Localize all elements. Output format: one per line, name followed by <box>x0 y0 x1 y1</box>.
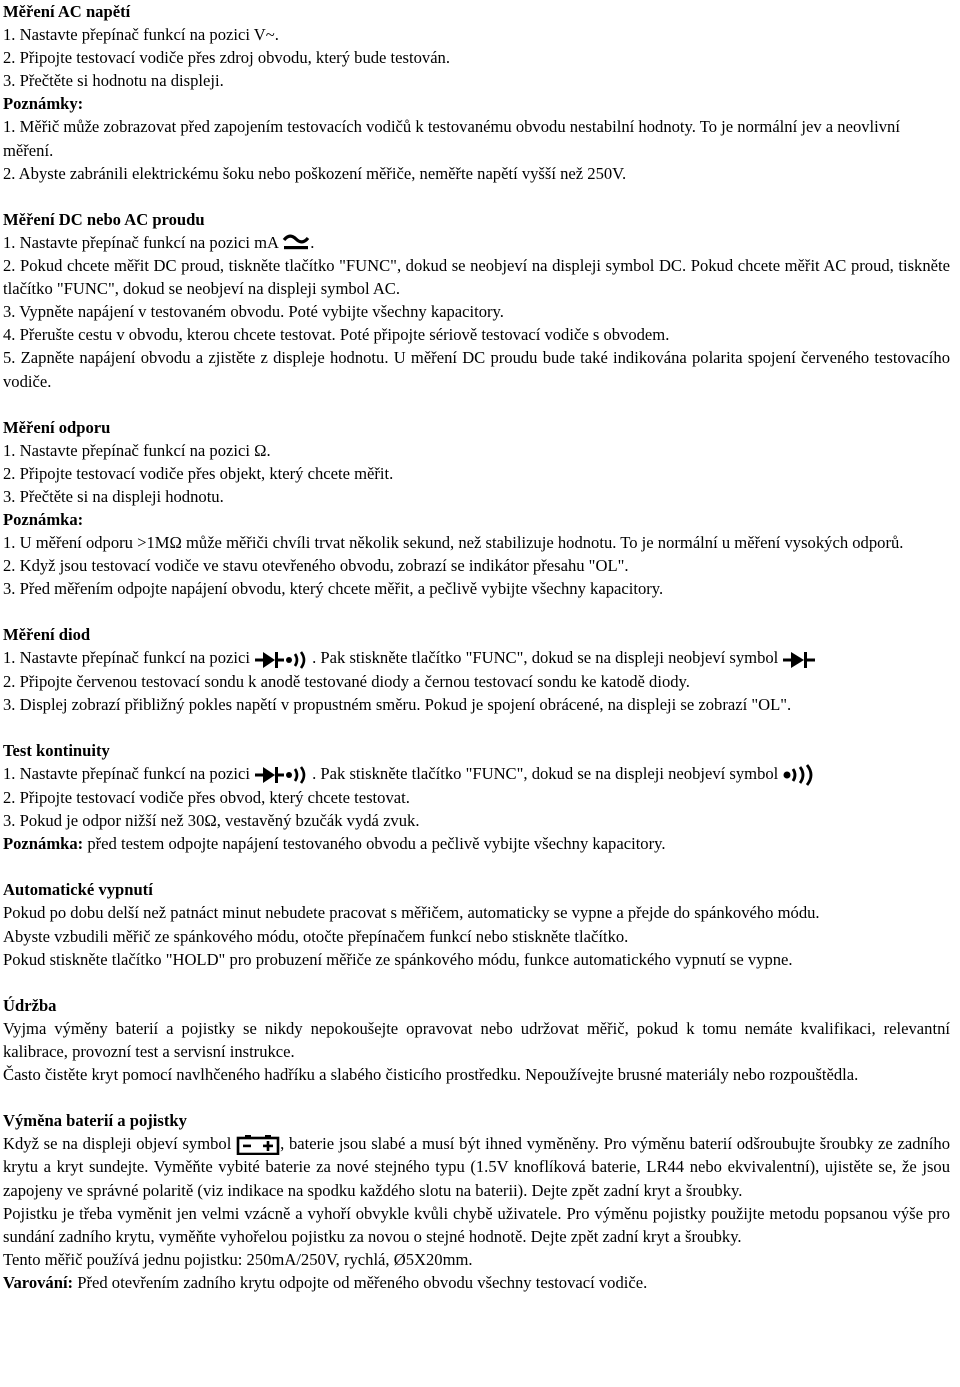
section-title: Výměna baterií a pojistky <box>3 1111 187 1131</box>
step: 3. Přečtěte si na displeji hodnotu. <box>3 486 224 506</box>
paragraph: Tento měřič používá jednu pojistku: 250mA/250V, rychlá, Ø5X20mm. <box>3 1249 473 1269</box>
note: 2. Když jsou testovací vodiče ve stavu otevřeného obvodu, zobrazí se indikátor přesahu "OL". <box>3 556 629 576</box>
paragraph-text: Když se na displeji objeví symbol <box>3 1134 232 1154</box>
buzzer-icon <box>782 764 820 786</box>
warning-text: Před otevřením zadního krytu odpojte od měřeného obvodu všechny testovací vodiče. <box>73 1272 648 1292</box>
step: 2. Připojte testovací vodiče přes obvod, který chcete testovat. <box>3 788 410 808</box>
step-text: 1. Nastavte přepínač funkcí na pozici <box>3 763 250 783</box>
section-ac-voltage <box>3 0 950 185</box>
note-label: Poznámka: <box>3 834 84 854</box>
paragraph <box>3 1132 950 1201</box>
note <box>3 832 950 855</box>
section-title: Údržba <box>3 995 57 1015</box>
step <box>3 762 950 786</box>
note: 3. Před měřením odpojte napájení obvodu, který chcete měřit, a pečlivě vybijte všechny kapacitory. <box>3 579 664 599</box>
warning-label: Varování: <box>3 1272 74 1292</box>
section-title: Měření diod <box>3 625 91 645</box>
notes-label: Poznámka: <box>3 509 84 529</box>
paragraph: Pokud stiskněte tlačítko "HOLD" pro probuzení měřiče ze spánkového módu, funkce automatického vypnutí se vypne. <box>3 949 793 969</box>
paragraph: Vyjma výměny baterií a pojistky se nikdy nepokoušejte opravovat nebo udržovat měřič, pokud k tomu nemáte kvalifikaci, relevantní kalibrace, provozní test a servisní instrukce. <box>3 1018 950 1061</box>
step-text: 1. Nastavte přepínač funkcí na pozici <box>3 648 250 668</box>
notes-label: Poznámky: <box>3 94 84 114</box>
note: 1. Měřič může zobrazovat před zapojením testovacích vodičů k testovanému obvodu nestabilní hodnoty. To je normální jev a neovlivní měření. <box>3 117 900 160</box>
paragraph: Abyste vzbudili měřič ze spánkového módu, otočte přepínačem funkcí nebo stiskněte tlačítko. <box>3 926 629 946</box>
section-auto-off <box>3 878 950 970</box>
section-title: Měření odporu <box>3 417 111 437</box>
step <box>3 231 950 254</box>
step: 2. Připojte testovací vodiče přes objekt, který chcete měřit. <box>3 463 394 483</box>
step: 3. Přečtěte si hodnotu na displeji. <box>3 71 224 91</box>
section-continuity <box>3 739 950 856</box>
section-title: Automatické vypnutí <box>3 880 153 900</box>
section-battery <box>3 1109 950 1294</box>
step: 3. Pokud je odpor nižší než 30Ω, vestavěný bzučák vydá zvuk. <box>3 811 420 831</box>
section-current <box>3 208 950 393</box>
section-title: Test kontinuity <box>3 740 110 760</box>
section-title: Měření AC napětí <box>3 2 131 21</box>
step: 1. Nastavte přepínač funkcí na pozici Ω. <box>3 440 271 460</box>
battery-icon <box>236 1135 280 1155</box>
diode-continuity-icon <box>254 765 312 785</box>
warning <box>3 1271 950 1294</box>
step-text: . Pak stiskněte tlačítko "FUNC", dokud se na displeji neobjeví symbol <box>312 648 779 668</box>
step: 4. Přerušte cestu v obvodu, kterou chcete testovat. Poté připojte sériově testovací vodiče s obvodem. <box>3 325 670 345</box>
ac-dc-icon <box>282 234 310 254</box>
note: 2. Abyste zabránili elektrickému šoku nebo poškození měřiče, neměřte napětí vyšší než 250V. <box>3 163 627 183</box>
section-title: Měření DC nebo AC proudu <box>3 209 205 229</box>
section-maintenance <box>3 994 950 1086</box>
paragraph: Často čistěte kryt pomocí navlhčeného hadříku a slabého čisticího prostředku. Nepoužívejte brusné materiály nebo rozpouštědla. <box>3 1065 859 1085</box>
paragraph: Pojistku je třeba vyměnit jen velmi vzácně a vyhoří obvykle kvůli chybě uživatele. Pro výměnu pojistky použijte metodu popsanou výše pro sundání zadního krytu, vyměňte vyhořelou pojistku za novou o stejné hodnotě. Dejte zpět zadní kryt a šroubky. <box>3 1203 950 1246</box>
paragraph-text: , baterie jsou slabé a musí být ihned vyměněny. Pro výměnu baterií odšroubujte šroubky ze zadního krytu a kryt sundejte. Vyměňte vybité baterie za nové stejného typu (1.5V knoflíková baterie, LR44 nebo ekvivalentní), ujistěte se, že jsou zapojeny ve správné polaritě (viz indikace na spodku každého slotu na baterii). Dejte zpět zadní kryt a šroubky. <box>3 1134 951 1200</box>
section-resistance <box>3 416 950 601</box>
step-text: 1. Nastavte přepínač funkcí na pozici mA <box>3 232 279 252</box>
step-text: . Pak stiskněte tlačítko "FUNC", dokud se na displeji neobjeví symbol <box>312 763 779 783</box>
note-text: před testem odpojte napájení testovaného obvodu a pečlivě vybijte všechny kapacitory. <box>83 834 666 854</box>
step: 3. Vypněte napájení v testovaném obvodu. Poté vybijte všechny kapacitory. <box>3 302 504 322</box>
diode-icon <box>782 650 816 670</box>
note: 1. U měření odporu >1MΩ může měřiči chvíli trvat několik sekund, než stabilizuje hodnotu. To je normální u měření vysokých odporů. <box>3 533 904 553</box>
step: 1. Nastavte přepínač funkcí na pozici V~. <box>3 25 279 45</box>
step: 2. Připojte testovací vodiče přes zdroj obvodu, který bude testován. <box>3 48 451 68</box>
paragraph: Pokud po dobu delší než patnáct minut nebudete pracovat s měřičem, automaticky se vypne a přejde do spánkového módu. <box>3 903 820 923</box>
step <box>3 646 950 669</box>
diode-continuity-icon <box>254 650 312 670</box>
section-diode <box>3 623 950 715</box>
step: 2. Připojte červenou testovací sondu k anodě testované diody a černou testovací sondu ke katodě diody. <box>3 671 690 691</box>
step: 2. Pokud chcete měřit DC proud, tiskněte tlačítko "FUNC", dokud se neobjeví na displeji symbol DC. Pokud chcete měřit AC proud, tiskněte tlačítko "FUNC", dokud se neobjeví na displeji symbol AC. <box>3 256 950 299</box>
step: 5. Zapněte napájení obvodu a zjistěte z displeje hodnotu. U měření DC proudu bude také indikována polarita spojení červeného testovacího vodiče. <box>3 348 950 391</box>
step: 3. Displej zobrazí přibližný pokles napětí v propustném směru. Pokud je spojení obrácené, na displeji se zobrazí "OL". <box>3 694 792 714</box>
step-text: . <box>310 232 315 252</box>
